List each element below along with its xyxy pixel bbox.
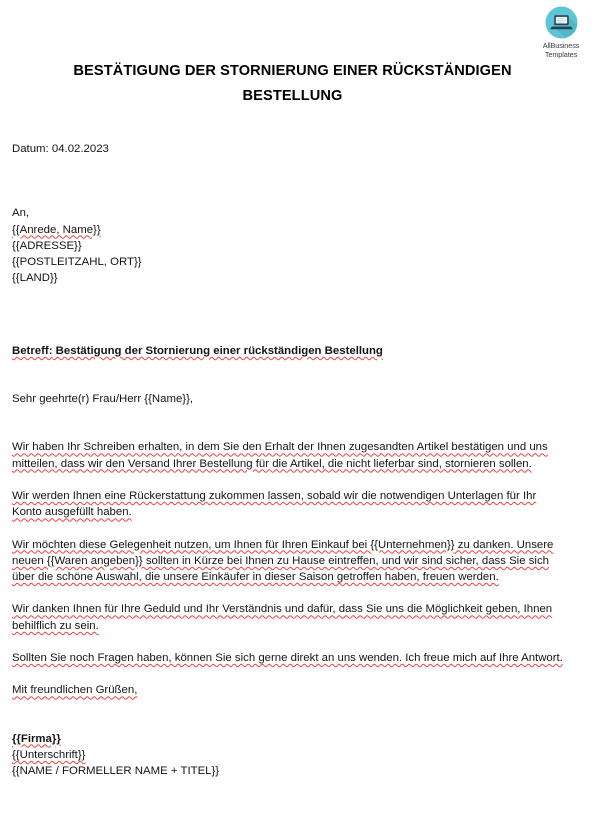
signature-name-title-field: {{NAME / FORMELLER NAME + TITEL}} (12, 765, 220, 778)
subject-text: Bestätigung der Stornierung einer rückständigen Bestellung (52, 344, 383, 357)
spacer (12, 634, 568, 650)
spacer (12, 472, 568, 488)
body-paragraph: Wir haben Ihr Schreiben erhalten, in dem Sie den Erhalt der Ihnen zugesandten Artikel bestätigen und uns mitteilen, dass wir den Versand Ihrer Bestellung für die Artikel, die nicht lieferbar sind, stornieren sollen. (12, 441, 548, 470)
closing-line (12, 682, 568, 698)
signature-value: {{Unterschrift}} (12, 748, 86, 761)
signature-company-field (12, 731, 568, 747)
closing-text: Mit freundlichen Grüßen, (12, 684, 138, 697)
spacer (12, 666, 568, 682)
spacer (12, 407, 568, 439)
address-street-field: {{ADRESSE}} (12, 239, 82, 252)
address-name-field (12, 222, 568, 238)
subject-line (12, 343, 568, 359)
logo-caption-line-1: AllBusiness (542, 41, 580, 50)
page-title: BESTÄTIGUNG DER STORNIERUNG EINER RÜCKSTÄNDIGEN BESTELLUNG (73, 63, 512, 104)
spacer (12, 699, 568, 731)
address-name-value: {{Anrede, Name}} (12, 223, 101, 236)
address-country-field: {{LAND}} (12, 272, 58, 285)
allbusiness-templates-logo (530, 6, 592, 59)
laptop-icon (545, 6, 578, 39)
spacer (12, 359, 568, 391)
address-postal-city-field: {{POSTLEITZAHL, ORT}} (12, 256, 142, 269)
spacer (12, 287, 568, 343)
body-paragraph: Wir danken Ihnen für Ihre Geduld und Ihr Verständnis und dafür, dass Sie uns die Möglichkeit geben, Ihnen behilflich zu sein. (12, 603, 553, 632)
letter-body (12, 141, 568, 780)
body-paragraph: Sollten Sie noch Fragen haben, können Sie sich gerne direkt an uns wenden. Ich freue mich auf Ihre Antwort. (12, 652, 563, 665)
subject-label: Betreff: (12, 344, 53, 357)
spacer (12, 157, 568, 205)
spacer (12, 585, 568, 601)
address-salutation: An, (12, 207, 30, 220)
spacer (12, 521, 568, 537)
body-paragraph: Wir möchten diese Gelegenheit nutzen, um Ihnen für Ihren Einkauf bei {{Unternehmen}} zu danken. Unsere neuen {{Waren angeben}} sollten in Kürze bei Ihnen zu Hause eintreffen, und wir sind sicher, dass Sie sich über die schöne Auswahl, die unsere Einkäufer in dieser Saison getroffen haben, freuen werden. (12, 538, 554, 584)
signature-field (12, 747, 568, 763)
greeting-line: Sehr geehrte(r) Frau/Herr {{Name}}, (12, 393, 194, 406)
signature-company-value: {{Firma}} (12, 732, 61, 745)
body-paragraph: Wir werden Ihnen eine Rückerstattung zukommen lassen, sobald wir die notwendigen Unterlagen für Ihr Konto ausgefüllt haben. (12, 489, 537, 519)
logo-caption-line-2: Templates (544, 50, 578, 60)
date-line: Datum: 04.02.2023 (12, 143, 109, 155)
